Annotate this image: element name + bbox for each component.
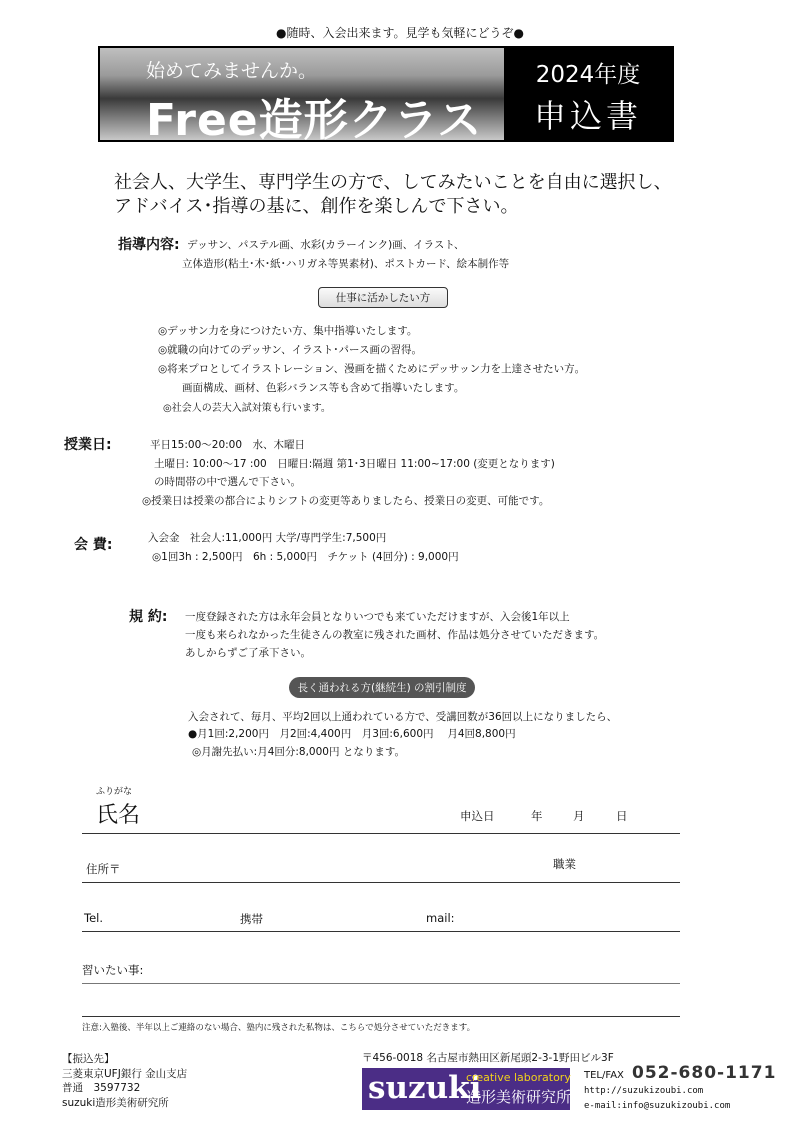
tel-label: Tel. [84, 911, 103, 925]
intro-line2: アドバイス･指導の基に、創作を楽しんで下さい。 [114, 196, 519, 217]
bank-account: 普通 3597732 [62, 1082, 141, 1094]
tel-number: 052-680-1171 [632, 1063, 777, 1083]
email-link[interactable]: e-mail:info@suzukizoubi.com [584, 1101, 731, 1111]
point: 画面構成、画材、色彩バランス等も含めて指導いたします。 [182, 382, 465, 394]
tel-field-line[interactable] [82, 931, 680, 932]
terms-line: 一度登録された方は永年会員となりいつでも来ていただけますが、入会後1年以上 [185, 611, 570, 623]
subtitle: 始めてみませんか。 [146, 60, 318, 82]
date-month: 月 [573, 809, 585, 823]
logo-main: suzuki [368, 1070, 482, 1106]
account-holder: suzuki造形美術研究所 [62, 1096, 169, 1109]
notice: 注意:入塾後、半年以上ご連絡のない場合、塾内に残された私物は、こちらで処分させていただきます。 [82, 1023, 476, 1033]
name-field-line[interactable] [82, 833, 680, 834]
career-badge: 仕事に活かしたい方 [318, 287, 448, 308]
schedule-label: 授業日: [64, 437, 112, 453]
discount-line: ●月1回:2,200円 月2回:4,400円 月3回:6,600円 月4回8,800円 [188, 728, 516, 740]
bank-info [62, 1052, 187, 1110]
terms-line: あしからずご了承下さい。 [185, 647, 311, 659]
logo [362, 1068, 570, 1110]
name-label: 氏名 [96, 803, 141, 828]
tagline: ●随時、入会出来ます。見学も気軽にどうぞ● [276, 26, 524, 40]
banner-left [100, 48, 504, 146]
bank-title: 【振込先】 [62, 1053, 115, 1065]
furigana-label: ふりがな [96, 787, 133, 797]
schedule-line: の時間帯の中で選んで下さい。 [154, 476, 301, 488]
date-day: 日 [616, 809, 628, 823]
discount-line: 入会されて、毎月、平均2回以上通われている方で、受講回数が36回以上になりましたら、 [188, 711, 618, 723]
form-title: 申込書 [533, 97, 642, 135]
mobile-label: 携帯 [240, 912, 263, 926]
content-label: 指導内容: [118, 237, 180, 253]
schedule-line: ◎授業日は授業の都合によりシフトの変更等ありましたら、授業日の変更、可能です。 [142, 495, 550, 507]
logo-jp: 造形美術研究所 [466, 1088, 572, 1106]
date-year: 年 [531, 809, 543, 823]
point: ◎デッサン力を身につけたい方、集中指導いたします。 [158, 325, 418, 337]
schedule-line: 平日15:00〜20:00 水、木曜日 [150, 439, 306, 451]
content-line2: 立体造形(粘土･木･紙･ハリガネ等異素材)、ポストカード、絵本制作等 [182, 258, 510, 270]
content-line1: デッサン、パステル画、水彩(カラーインク)画、イラスト、 [187, 239, 465, 251]
terms-label: 規 約: [129, 609, 168, 625]
wish-label: 習いたい事: [82, 963, 144, 977]
form-bottom-line [82, 1016, 680, 1017]
mail-label: mail: [426, 911, 455, 925]
banner-right [504, 48, 672, 140]
point: ◎将来プロとしてイラストレーション、漫画を描くためにデッサッン力を上達させたい方。 [158, 363, 586, 375]
terms-line: 一度も来られなかった生徒さんの教室に残された画材、作品は処分させていただきます。 [185, 629, 605, 641]
title-banner [98, 46, 674, 146]
fees-line2: ◎1回3h : 2,500円 6h : 5,000円 チケット (4回分) : 9,000円 [152, 551, 459, 563]
schedule-line: 土曜日: 10:00〜17 :00 日曜日:隔週 第1･3日曜日 11:00~17:00 (変更となります) [154, 458, 555, 470]
point: ◎社会人の芸大入試対策も行います。 [163, 403, 331, 414]
wish-field-line[interactable] [82, 983, 680, 984]
intro-line1: 社会人、大学生、専門学生の方で、してみたいことを自由に選択し、 [114, 172, 672, 193]
point: ◎就職の向けてのデッサン、イラスト･パース画の習得。 [158, 344, 422, 356]
fees-label: 会 費: [74, 537, 113, 553]
logo-sub: creative laboratory [466, 1071, 571, 1084]
tel-label: TEL/FAX [584, 1070, 624, 1081]
address-field-line[interactable] [82, 882, 680, 883]
job-label: 職業 [553, 857, 576, 871]
title: Free造形クラス [146, 95, 483, 146]
discount-line: ◎月謝先払い:月4回分:8,000円 となります。 [192, 746, 405, 758]
address-label: 住所〒 [86, 862, 121, 876]
bank-name: 三菱東京UFJ銀行 金山支店 [62, 1067, 188, 1080]
website-link[interactable]: http://suzukizoubi.com [584, 1086, 704, 1096]
address: 〒456-0018 名古屋市熱田区新尾頭2-3-1野田ビル3F [362, 1052, 614, 1064]
fees-line1: 入会金 社会人:11,000円 大学/専門学生:7,500円 [148, 532, 387, 544]
discount-badge: 長く通われる方(継続生) の割引制度 [289, 677, 475, 698]
year: 2024年度 [535, 62, 641, 88]
date-label: 申込日 [460, 809, 495, 823]
